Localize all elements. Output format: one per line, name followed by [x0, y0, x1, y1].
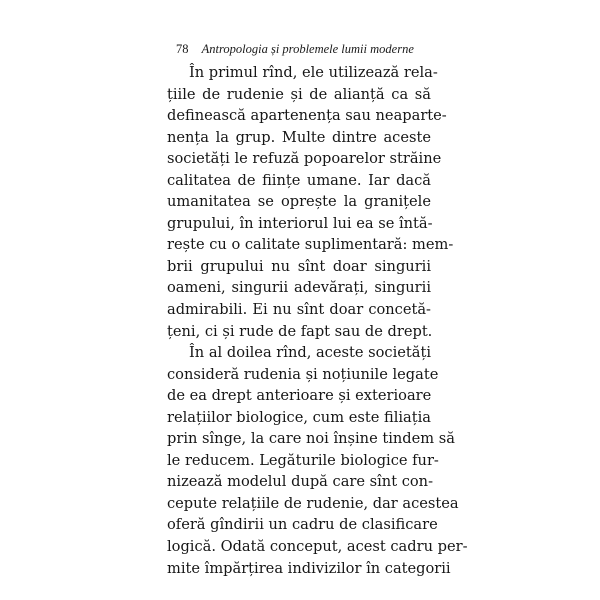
- text-line: În primul rînd, ele utilizează rela-: [189, 64, 438, 81]
- paragraph-2: [167, 342, 468, 579]
- page-number: 78: [176, 42, 189, 56]
- running-header: [176, 42, 414, 57]
- paragraph-1: [167, 62, 454, 342]
- text-line: umanitatea se oprește la granițele: [167, 193, 431, 211]
- body-text: [167, 62, 468, 579]
- text-line: În al doilea rînd, aceste societăți: [189, 344, 431, 362]
- text-line: țeni, ci și rude de fapt sau de drept.: [167, 322, 433, 340]
- text-line: le reducem. Legăturile biologice fur-: [167, 451, 439, 469]
- text-line: nența la grup. Multe dintre aceste: [167, 128, 431, 146]
- text-line: definească apartenența sau neaparte-: [167, 107, 447, 125]
- running-title: Antropologia și problemele lumii moderne: [201, 42, 414, 56]
- text-line: de ea drept anterioare și exterioare: [167, 387, 432, 405]
- text-line: calitatea de ființe umane. Iar dacă: [167, 171, 431, 189]
- text-line: admirabili. Ei nu sînt doar concetă-: [167, 301, 431, 319]
- text-line: grupului, în interiorul lui ea se întă-: [167, 214, 433, 232]
- text-line: oameni, singurii adevărați, singurii: [167, 279, 431, 297]
- text-line: nizează modelul după care sînt con-: [167, 473, 433, 491]
- text-line: cepute relațiile de rudenie, dar acestea: [167, 494, 459, 512]
- text-line: mite împărțirea indivizilor în categorii: [167, 559, 451, 577]
- text-line: prin sînge, la care noi înșine tindem să: [167, 430, 455, 448]
- text-line: relațiilor biologice, cum este filiația: [167, 408, 431, 426]
- text-line: rește cu o calitate suplimentară: mem-: [167, 236, 454, 254]
- text-line: oferă gîndirii un cadru de clasificare: [167, 516, 438, 534]
- text-line: societăți le refuză popoarelor străine: [167, 150, 442, 168]
- text-line: logică. Odată conceput, acest cadru per-: [167, 538, 468, 556]
- text-line: brii grupului nu sînt doar singurii: [167, 257, 431, 275]
- text-line: consideră rudenia și noțiunile legate: [167, 365, 439, 383]
- text-line: țiile de rudenie și de alianță ca să: [167, 85, 431, 103]
